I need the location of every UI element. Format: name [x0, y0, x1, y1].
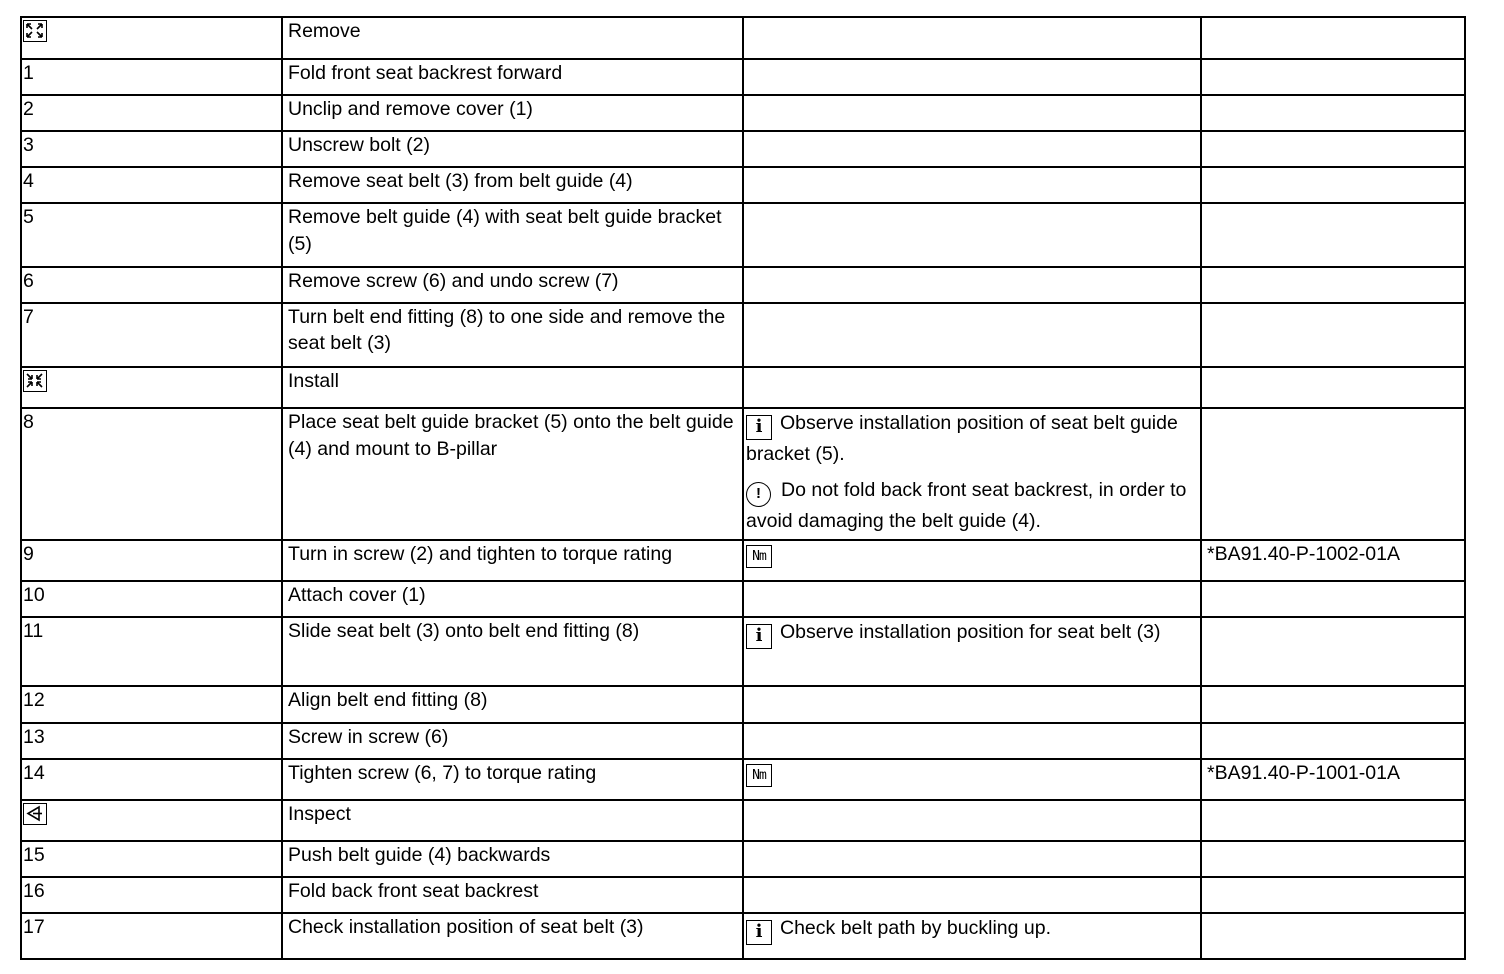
info-note — [746, 914, 1194, 945]
step-row — [21, 167, 1465, 203]
section-title-install: Install — [288, 370, 339, 392]
step-row — [21, 95, 1465, 131]
step-text: Fold front seat backrest forward — [282, 59, 743, 95]
step-number: 2 — [21, 95, 282, 131]
info-note — [746, 409, 1194, 468]
step-number: 9 — [21, 540, 282, 581]
warning-note — [746, 476, 1194, 535]
step-text: Turn in screw (2) and tighten to torque rating — [282, 540, 743, 581]
step-row — [21, 841, 1465, 877]
step-row — [21, 59, 1465, 95]
step-row — [21, 408, 1465, 540]
step-row — [21, 759, 1465, 800]
step-number: 15 — [21, 841, 282, 877]
section-row-inspect — [21, 800, 1465, 841]
step-row — [21, 303, 1465, 367]
step-number: 12 — [21, 686, 282, 723]
procedure-table — [20, 16, 1466, 960]
step-row — [21, 617, 1465, 686]
step-number: 14 — [21, 759, 282, 800]
step-text: Check installation position of seat belt (3) — [282, 913, 743, 959]
section-title-inspect: Inspect — [288, 803, 351, 825]
inspect-section-icon — [23, 803, 47, 825]
step-row — [21, 877, 1465, 913]
procedure-sheet — [20, 16, 1464, 960]
section-row-remove — [21, 17, 1465, 59]
step-row — [21, 723, 1465, 759]
step-number: 8 — [21, 408, 282, 540]
step-row — [21, 581, 1465, 617]
step-number: 17 — [21, 913, 282, 959]
torque-nm-icon: Nm — [746, 545, 772, 568]
step-number: 4 — [21, 167, 282, 203]
info-icon: i — [746, 920, 772, 945]
remove-section-icon — [23, 20, 47, 42]
step-row — [21, 913, 1465, 959]
step-text: Push belt guide (4) backwards — [282, 841, 743, 877]
info-icon: i — [746, 624, 772, 649]
step-text: Unclip and remove cover (1) — [282, 95, 743, 131]
step-text: Slide seat belt (3) onto belt end fitting (8) — [282, 617, 743, 686]
step-number: 13 — [21, 723, 282, 759]
torque-reference[interactable]: *BA91.40-P-1002-01A — [1201, 540, 1465, 581]
info-note-text: Observe installation position of seat belt guide bracket (5). — [746, 412, 1178, 465]
step-text: Align belt end fitting (8) — [282, 686, 743, 723]
torque-nm-icon: Nm — [746, 764, 772, 787]
step-row — [21, 686, 1465, 723]
step-number: 10 — [21, 581, 282, 617]
step-number: 11 — [21, 617, 282, 686]
section-row-install — [21, 367, 1465, 408]
torque-reference[interactable]: *BA91.40-P-1001-01A — [1201, 759, 1465, 800]
step-text: Attach cover (1) — [282, 581, 743, 617]
info-icon: i — [746, 415, 772, 440]
step-number: 1 — [21, 59, 282, 95]
step-row — [21, 540, 1465, 581]
step-text: Unscrew bolt (2) — [282, 131, 743, 167]
step-number: 7 — [21, 303, 282, 367]
step-text: Place seat belt guide bracket (5) onto the belt guide (4) and mount to B-pillar — [282, 408, 743, 540]
step-text: Screw in screw (6) — [282, 723, 743, 759]
step-number: 5 — [21, 203, 282, 267]
install-section-icon — [23, 370, 47, 392]
info-note-text: Check belt path by buckling up. — [780, 917, 1052, 939]
step-number: 3 — [21, 131, 282, 167]
section-title-remove: Remove — [288, 20, 361, 42]
step-text: Remove belt guide (4) with seat belt guide bracket (5) — [282, 203, 743, 267]
step-row — [21, 203, 1465, 267]
step-text: Remove seat belt (3) from belt guide (4) — [282, 167, 743, 203]
info-note — [746, 618, 1194, 649]
info-note-text: Observe installation position for seat belt (3) — [780, 621, 1161, 643]
step-number: 6 — [21, 267, 282, 303]
step-row — [21, 131, 1465, 167]
step-row — [21, 267, 1465, 303]
step-text: Fold back front seat backrest — [282, 877, 743, 913]
step-text: Turn belt end fitting (8) to one side and remove the seat belt (3) — [282, 303, 743, 367]
step-text: Remove screw (6) and undo screw (7) — [282, 267, 743, 303]
step-text: Tighten screw (6, 7) to torque rating — [282, 759, 743, 800]
warning-note-text: Do not fold back front seat backrest, in order to avoid damaging the belt guide (4). — [746, 479, 1187, 532]
step-number: 16 — [21, 877, 282, 913]
warning-icon: ! — [746, 482, 771, 507]
